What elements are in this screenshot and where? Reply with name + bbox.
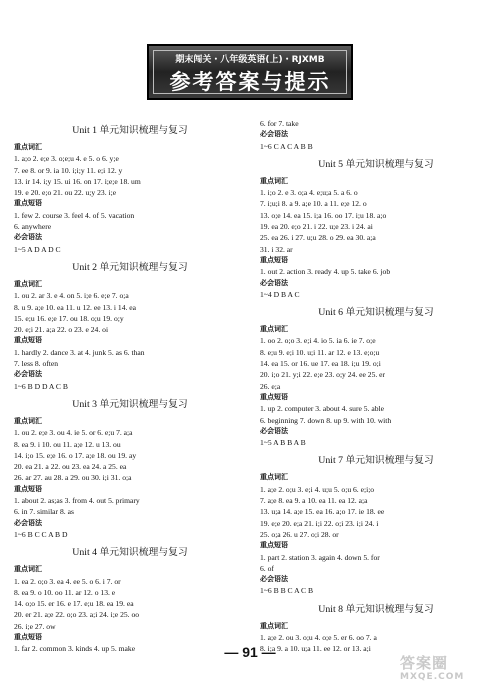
- unit-heading: Unit 1 单元知识梳理与复习: [72, 125, 188, 136]
- answer-line: 19. e;e 20. e;a 21. i;i 22. o;i 23. i;i 24. i: [260, 518, 379, 528]
- section-label: 重点词汇: [14, 565, 42, 574]
- answer-line: 6. for 7. take: [260, 119, 299, 128]
- answer-line: 6. beginning 7. down 8. up 9. with 10. with: [260, 415, 392, 425]
- answer-line: 8. u 9. a;e 10. ea 11. u 12. ee 13. i 14. ea: [14, 302, 137, 312]
- answer-line: 13. u;a 14. a;e 15. ea 16. a;o 17. ie 18. ee: [260, 507, 385, 517]
- answer-line: 1. ou 2. e;e 3. ou 4. ie 5. or 6. e;u 7. a;a: [14, 428, 133, 438]
- answer-line: 1. few 2. course 3. feel 4. of 5. vacation: [14, 210, 135, 220]
- answer-line: 6. of: [260, 563, 274, 573]
- answer-line: 26. ar 27. au 28. a 29. ou 30. i;i 31. o;a: [14, 473, 132, 483]
- answer-line: 7. i;u;i 8. a 9. a;e 10. a 11. e;e 12. o: [260, 199, 367, 209]
- answer-line: 1~6 B C C A B D: [14, 529, 68, 539]
- left-column: [14, 118, 246, 655]
- answer-line: 13. ir 14. i;y 15. ui 16. on 17. i;e;e 18. um: [14, 176, 141, 186]
- answer-line: 1~5 A B B A B: [260, 438, 306, 448]
- unit-heading: Unit 5 单元知识梳理与复习: [318, 158, 434, 170]
- section-label: 重点短语: [14, 336, 42, 345]
- watermark-logo: [400, 654, 496, 684]
- answer-line: 1~5 A D A D C: [14, 244, 61, 254]
- section-label: 重点短语: [14, 199, 42, 208]
- answer-line: 19. e 20. e;o 21. ou 22. u;y 23. i;e: [14, 188, 117, 198]
- answer-line: 31. i 32. ar: [260, 244, 293, 254]
- answer-line: 20. i;o 21. y;i 22. e;e 23. o;y 24. ee 25. er: [260, 370, 386, 380]
- unit-heading: Unit 8 单元知识梳理与复习: [318, 603, 434, 615]
- section-label: 重点词汇: [14, 279, 42, 288]
- answer-line: 8. e;u 9. e;i 10. u;i 11. ar 12. e 13. e;o;u: [260, 347, 380, 357]
- answer-line: 1. a;o 2. e;e 3. o;e;u 4. e 5. o 6. y;e: [14, 154, 119, 164]
- answer-line: 8. i;a 9. a 10. u;a 11. ee 12. or 13. a;i: [260, 644, 371, 654]
- answer-line: 1. a;e 2. o;u 3. e;i 4. u;u 5. o;u 6. e;i;o: [260, 484, 375, 494]
- section-label: 必会语法: [14, 233, 42, 242]
- answer-line: 13. o;e 14. ea 15. i;a 16. oo 17. i;u 18. a;o: [260, 210, 387, 220]
- unit-heading: Unit 6 单元知识梳理与复习: [318, 307, 434, 319]
- unit-heading: Unit 3 单元知识梳理与复习: [72, 398, 188, 410]
- page-title: 参考答案与提示: [169, 70, 331, 94]
- answer-line: 26. e;a: [260, 381, 281, 391]
- section-label: 重点短语: [14, 484, 42, 493]
- section-label: 重点词汇: [260, 176, 288, 185]
- answer-line: 1. a;e 2. ou 3. o;u 4. o;e 5. er 6. oo 7. a: [260, 632, 377, 642]
- answer-line: 1. i;o 2. e 3. o;a 4. e;u;a 5. a 6. o: [260, 188, 358, 198]
- answer-line: 7. ee 8. or 9. ia 10. i;i;y 11. e;i 12. y: [14, 165, 123, 175]
- answer-line: 1. up 2. computer 3. about 4. sure 5. able: [260, 404, 385, 414]
- watermark-text: 答案圈: [400, 654, 449, 672]
- section-label: 必会语法: [260, 575, 288, 584]
- section-label: 必会语法: [260, 426, 288, 435]
- banner-subtitle: 期末闯关・八年级英语(上)・RJXMB: [175, 55, 325, 65]
- section-label: 重点词汇: [14, 416, 42, 425]
- section-label: 重点词汇: [260, 325, 288, 334]
- section-label: 必会语法: [260, 278, 288, 287]
- answer-line: 1. far 2. common 3. kinds 4. up 5. make: [14, 644, 136, 654]
- section-label: 重点短语: [14, 632, 42, 641]
- title-banner: [147, 44, 353, 100]
- answer-line: 1~6 B D D A C B: [14, 381, 68, 391]
- answer-line: 6. anywhere: [14, 222, 52, 232]
- section-label: 重点词汇: [14, 143, 42, 151]
- unit-heading: Unit 2 单元知识梳理与复习: [72, 261, 188, 273]
- answer-line: 25. o;a 26. u 27. o;i 28. or: [260, 529, 339, 539]
- answer-line: 7. less 8. often: [14, 359, 59, 369]
- section-label: 重点短语: [260, 541, 288, 550]
- section-label: 重点词汇: [260, 621, 288, 630]
- answer-line: 8. ea 9. i 10. ou 11. a;e 12. u 13. ou: [14, 439, 121, 449]
- answer-line: 1. oo 2. o;o 3. e;i 4. io 5. ia 6. ie 7. o;e: [260, 336, 376, 346]
- answer-line: 14. o;o 15. er 16. e 17. e;u 18. ea 19. ea: [14, 599, 134, 609]
- section-label: 重点词汇: [260, 473, 288, 482]
- section-label: 重点短语: [260, 255, 288, 264]
- answer-line: 1~6 B B C A C B: [260, 586, 314, 596]
- answer-line: 1. ea 2. o;o 3. ea 4. ee 5. o 6. i 7. or: [14, 576, 121, 586]
- right-column: [260, 118, 492, 655]
- answer-line: 20. er 21. a;e 22. o;o 23. a;i 24. i;e 25. oo: [14, 610, 140, 620]
- answer-line: 15. e;u 16. e;e 17. ou 18. o;u 19. o;y: [14, 313, 124, 323]
- section-label: 重点短语: [260, 392, 288, 401]
- answer-line: 20. e;i 21. a;a 22. o 23. e 24. oi: [14, 325, 109, 335]
- answer-line: 1. ou 2. ar 3. e 4. on 5. i;e 6. e;e 7. o;a: [14, 291, 129, 301]
- watermark-url: MXQE.COM: [400, 672, 465, 682]
- answer-line: 19. ea 20. e;o 21. i 22. u;e 23. i 24. ai: [260, 222, 373, 232]
- answer-line: 1~4 D B A C: [260, 289, 300, 299]
- answer-line: 26. i;e 27. ow: [14, 621, 56, 631]
- answer-line: 1. out 2. action 3. ready 4. up 5. take 6. job: [260, 267, 391, 277]
- answer-line: 1~6 C A C A B B: [260, 141, 313, 151]
- answer-line: 25. ea 26. i 27. u;u 28. o 29. ea 30. a;a: [260, 233, 376, 243]
- unit-heading: Unit 4 单元知识梳理与复习: [72, 547, 188, 559]
- answer-line: 6. in 7. similar 8. as: [14, 507, 74, 517]
- section-label: 必会语法: [260, 130, 288, 139]
- answer-line: 7. a;e 8. ea 9. a 10. ea 11. ea 12. a;a: [260, 496, 368, 506]
- page-number: — 91 —: [224, 644, 276, 660]
- answer-line: 1. about 2. as;as 3. from 4. out 5. primary: [14, 496, 140, 506]
- section-label: 必会语法: [14, 518, 42, 527]
- answer-line: 14. ea 15. or 16. ue 17. ea 18. i;u 19. o;i: [260, 359, 381, 369]
- answer-line: 1. hardly 2. dance 3. at 4. junk 5. as 6. than: [14, 347, 145, 357]
- answer-line: 1. part 2. station 3. again 4. down 5. for: [260, 552, 380, 562]
- answer-line: 8. ea 9. o 10. oo 11. ar 12. o 13. e: [14, 587, 116, 597]
- answer-line: 14. i;o 15. e;e 16. o 17. a;e 18. ou 19. ay: [14, 450, 137, 460]
- answer-line: 20. ea 21. a 22. ou 23. ea 24. a 25. ea: [14, 462, 127, 472]
- unit-heading: Unit 7 单元知识梳理与复习: [318, 455, 434, 467]
- section-label: 必会语法: [14, 370, 42, 379]
